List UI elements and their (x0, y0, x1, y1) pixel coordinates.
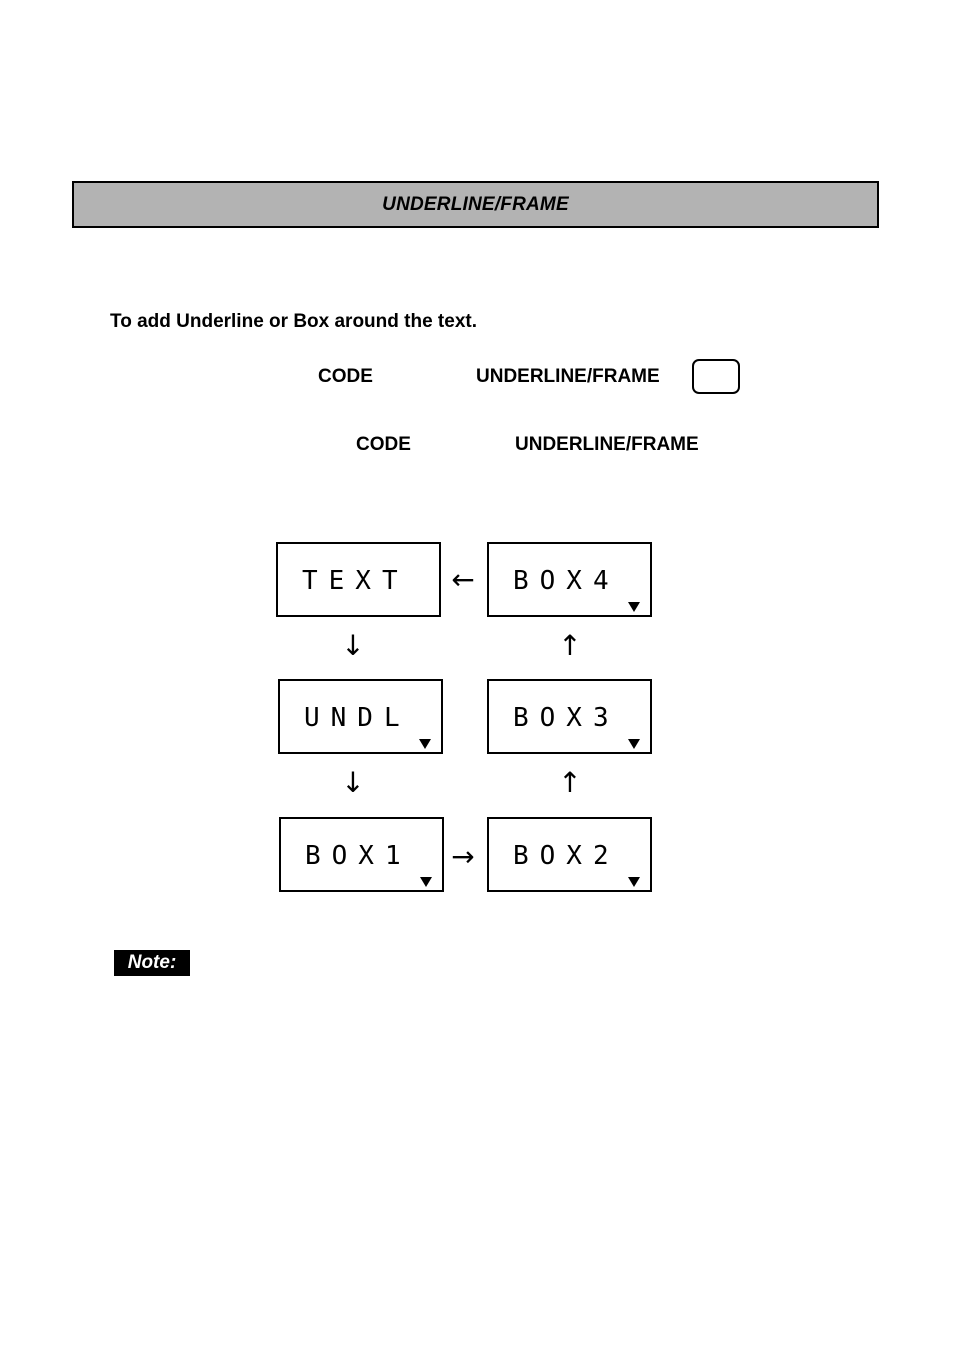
lcd-display-text (276, 542, 441, 617)
arrow-left-icon: ← (451, 563, 475, 596)
down-triangle-icon (420, 877, 432, 887)
lcd-display-box4 (487, 542, 652, 617)
lcd-box2-value: BOX2 (513, 841, 620, 871)
lcd-box1-value: BOX1 (305, 841, 412, 871)
lcd-box4-value: BOX4 (513, 566, 620, 596)
down-triangle-icon (628, 877, 640, 887)
arrow-up-icon: ↑ (558, 629, 582, 662)
key-underline-frame-label-1: UNDERLINE/FRAME (476, 366, 660, 387)
note-badge (114, 950, 190, 976)
key-underline-frame-label-2: UNDERLINE/FRAME (515, 434, 699, 455)
lcd-text-value: TEXT (302, 566, 409, 596)
lcd-display-box3 (487, 679, 652, 754)
arrow-up-icon: ↑ (558, 766, 582, 799)
lcd-display-box2 (487, 817, 652, 892)
lcd-box3-value: BOX3 (513, 703, 620, 733)
arrow-right-icon: → (451, 840, 475, 873)
down-triangle-icon (628, 602, 640, 612)
down-triangle-icon (419, 739, 431, 749)
lcd-display-box1 (279, 817, 444, 892)
section-title-bar (72, 181, 879, 228)
key-code-label-2: CODE (356, 434, 411, 455)
note-label: Note: (127, 952, 177, 973)
key-code-label-1: CODE (318, 366, 373, 387)
lcd-display-undl (278, 679, 443, 754)
intro-text: To add Underline or Box around the text. (110, 311, 478, 332)
arrow-down-icon: ↓ (341, 766, 365, 799)
lcd-undl-value: UNDL (304, 703, 411, 733)
arrow-down-icon: ↓ (341, 629, 365, 662)
key-button-icon (692, 359, 740, 394)
section-title: UNDERLINE/FRAME (382, 193, 569, 215)
down-triangle-icon (628, 739, 640, 749)
